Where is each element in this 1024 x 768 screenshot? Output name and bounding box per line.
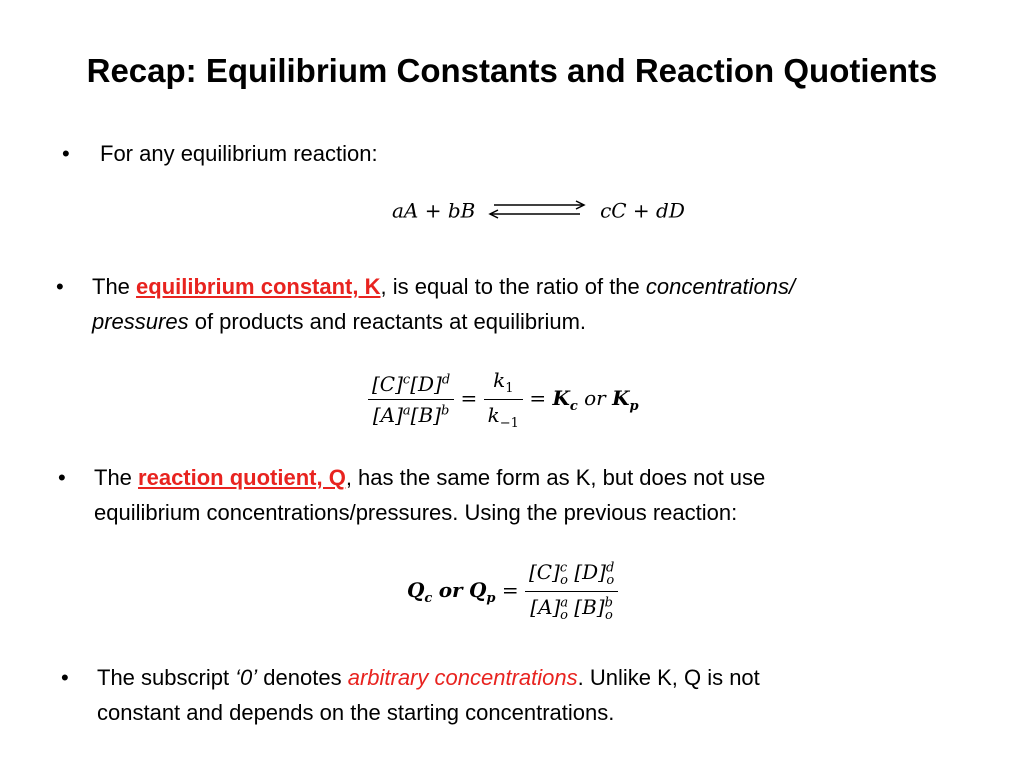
equilibrium-constant-equation: $\frac{[C]^c[D]^d}{[A]^a[B]^b}$ = $\frac{k_1}{k_{-1}}$ = $K_c$ or $K_p$ bbox=[368, 368, 639, 431]
text-mid: , is equal to the ratio of the bbox=[380, 274, 646, 299]
rate-constant-fraction: $\frac{k_1}{k_{-1}}$ bbox=[484, 368, 523, 431]
text-line2: equilibrium concentrations/pressures. Using the previous reaction: bbox=[94, 500, 738, 525]
reaction-reactants: aA + bB bbox=[392, 198, 476, 223]
text-line2: constant and depends on the starting concentrations. bbox=[97, 700, 615, 725]
reaction-equation bbox=[392, 198, 685, 226]
or-text: or bbox=[584, 386, 606, 410]
text-line1: , has the same form as K, but does not use bbox=[345, 465, 766, 490]
reaction-products: cC + dD bbox=[600, 198, 685, 223]
bullet-text: For any equilibrium reaction: bbox=[100, 141, 378, 166]
text-zero: ‘0’ bbox=[235, 665, 258, 690]
text-concentrations: concentrations/ bbox=[645, 274, 796, 299]
bullet-dot: • bbox=[58, 465, 66, 490]
concentration-ratio-fraction: $\frac{[C]^c[D]^d}{[A]^a[B]^b}$ bbox=[368, 372, 454, 427]
bullet-equilibrium-constant bbox=[56, 269, 952, 339]
bullet-dot: • bbox=[56, 274, 64, 299]
bullet-any-reaction bbox=[62, 136, 378, 171]
term-reaction-quotient: reaction quotient, Q bbox=[138, 465, 346, 490]
bullet-subscript-zero bbox=[61, 660, 957, 730]
bullet-dot: • bbox=[62, 141, 70, 166]
arbitrary-concentration-fraction: $\frac{[C]^c_o [D]^d_o}{[A]^a_o [B]^b_o}$ bbox=[525, 560, 618, 623]
text-the: The bbox=[92, 274, 137, 299]
text-denotes: denotes bbox=[257, 665, 348, 690]
slide-title: Recap: Equilibrium Constants and Reaction Quotients bbox=[86, 52, 938, 89]
text-post: of products and reactants at equilibrium. bbox=[188, 309, 587, 334]
term-equilibrium-constant: equilibrium constant, K bbox=[136, 274, 381, 299]
text-the: The bbox=[94, 465, 139, 490]
bullet-reaction-quotient bbox=[58, 460, 954, 530]
equilibrium-arrows-icon bbox=[486, 198, 590, 226]
bullet-dot: • bbox=[61, 665, 69, 690]
reaction-quotient-equation: $Q_c$ or $Q_p$ = $\frac{[C]^c_o [D]^d_o}{[A]^a_o [B]^b_o}$ bbox=[407, 560, 618, 623]
term-arbitrary-concentrations: arbitrary concentrations bbox=[347, 665, 578, 690]
text-line1: . Unlike K, Q is not bbox=[577, 665, 760, 690]
or-text: or bbox=[438, 578, 463, 602]
text-pre: The subscript bbox=[97, 665, 236, 690]
text-pressures: pressures bbox=[92, 309, 189, 334]
